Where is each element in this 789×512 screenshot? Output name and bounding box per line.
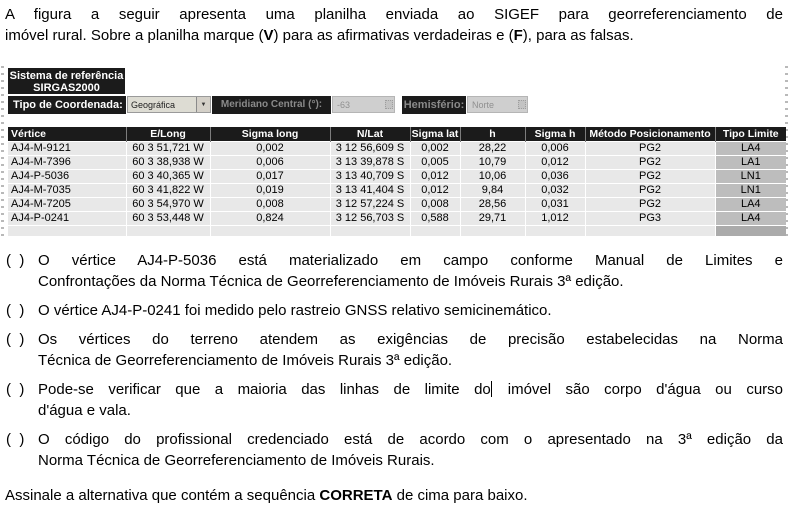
table-cell: AJ4-P-5036 (8, 170, 126, 184)
reference-system-box (8, 68, 125, 94)
table-cell: AJ4-M-7396 (8, 156, 126, 170)
table-cell: 60 3 41,822 W (126, 184, 210, 198)
col-header-vertice: Vértice (8, 127, 126, 142)
statement-line: Técnica de Georreferenciamento de Imóveis Rurais 3ª edição. (38, 352, 453, 369)
statement-row-5 (6, 429, 783, 471)
table-cell: 60 3 53,448 W (126, 212, 210, 226)
footer-bold: CORRETA (319, 487, 393, 504)
central-meridian-field (332, 96, 395, 113)
table-cell: 9,84 (460, 184, 525, 198)
table-cell: 3 12 56,609 S (330, 142, 410, 156)
table-cell: PG3 (585, 212, 715, 226)
coordinate-type-label: Tipo de Coordenada: (8, 96, 126, 114)
table-cell (410, 226, 460, 237)
table-cell: LA4 (715, 142, 786, 156)
table-cell: 3 13 40,709 S (330, 170, 410, 184)
spreadsheet-figure (0, 66, 789, 236)
table-cell: PG2 (585, 184, 715, 198)
central-meridian-label: Meridiano Central (°): (212, 96, 331, 114)
intro-text: A figura a seguir apresenta uma planilha enviada ao SIGEF para georreferenciamento de (5, 6, 783, 23)
disabled-spinner-icon (518, 100, 526, 109)
statement-text (36, 429, 783, 471)
table-cell: 0,002 (410, 142, 460, 156)
screenshot-left-edge (1, 66, 4, 236)
table-cell: LA1 (715, 156, 786, 170)
statement-row-2 (6, 300, 783, 321)
intro-text: ), para as falsas. (522, 27, 634, 44)
statements-list (6, 250, 783, 471)
question-footer (5, 485, 783, 506)
table-cell: 3 13 39,878 S (330, 156, 410, 170)
central-meridian-value: -63 (337, 99, 351, 110)
table-cell: 1,012 (525, 212, 585, 226)
table-row (8, 170, 786, 184)
table-cell: LN1 (715, 170, 786, 184)
table-cell: 0,017 (210, 170, 330, 184)
statement-text (36, 250, 783, 292)
table-cell: 0,824 (210, 212, 330, 226)
coordinate-type-value: Geográfica (131, 99, 176, 110)
col-header-elong: E/Long (126, 127, 210, 142)
reference-system-value: SIRGAS2000 (33, 82, 100, 94)
table-cell (330, 226, 410, 237)
col-header-sigma-lat: Sigma lat (411, 128, 459, 140)
statement-marker: ( ) (6, 381, 25, 398)
intro-line-1 (5, 4, 783, 25)
statement-marker: ( ) (6, 252, 25, 269)
hemisphere-label: Hemisfério: (402, 96, 466, 114)
reference-system-label: Sistema de referência (9, 70, 124, 82)
col-header-sigma-h: Sigma h (525, 127, 585, 142)
statement-line: O vértice AJ4-P-5036 está materializado em campo conforme Manual de Limites e (38, 252, 783, 269)
hemisphere-field (467, 96, 528, 113)
intro-line-2 (5, 25, 783, 46)
statement-line: O vértice AJ4-P-0241 foi medido pelo rastreio GNSS relativo semicinemático. (38, 302, 552, 319)
statement-text (36, 329, 783, 371)
table-cell: AJ4-M-9121 (8, 142, 126, 156)
table-row (8, 198, 786, 212)
table-cell: 0,036 (525, 170, 585, 184)
table-cell: PG2 (585, 156, 715, 170)
hemisphere-value: Norte (472, 99, 495, 110)
intro-text: ) para as afirmativas verdadeiras e ( (273, 27, 514, 44)
statement-row-3 (6, 329, 783, 371)
statement-text-segment: imóvel são corpo d'água ou curso (493, 381, 784, 398)
statement-row-1 (6, 250, 783, 292)
intro-text: imóvel rural. Sobre a planilha marque ( (5, 27, 264, 44)
vertices-table (8, 127, 786, 236)
table-cell: 28,56 (460, 198, 525, 212)
table-cell: AJ4-P-0241 (8, 212, 126, 226)
table-cell: 0,005 (410, 156, 460, 170)
question-page (0, 4, 789, 512)
bold-f: F (513, 27, 523, 44)
statement-text (36, 379, 783, 421)
table-cell: PG2 (585, 170, 715, 184)
table-cell: AJ4-M-7035 (8, 184, 126, 198)
table-cell: PG2 (585, 142, 715, 156)
table-cell: 0,008 (210, 198, 330, 212)
table-cell (460, 226, 525, 237)
table-cell: LA4 (715, 212, 786, 226)
table-header-row (8, 127, 786, 142)
statement-line: Confrontações da Norma Técnica de Georreferenciamento de Imóveis Rurais 3ª edição. (38, 273, 624, 290)
table-cell (715, 226, 786, 237)
table-cell: LA4 (715, 198, 786, 212)
table-cell: 60 3 40,365 W (126, 170, 210, 184)
table-cell: 0,008 (410, 198, 460, 212)
statement-text-segment: Pode-se verificar que a maioria das linhas de limite do (38, 381, 491, 398)
coordinate-type-dropdown[interactable] (127, 96, 211, 113)
col-header-tipo-limite: Tipo Limite (715, 127, 786, 142)
disabled-spinner-icon (385, 100, 393, 109)
statement-text (36, 300, 783, 321)
statement-line: Os vértices do terreno atendem as exigências de precisão estabelecidas na Norma (38, 331, 783, 348)
footer-text: Assinale a alternativa que contém a sequência (5, 487, 320, 504)
table-row (8, 156, 786, 170)
table-cell: 10,79 (460, 156, 525, 170)
question-intro (5, 4, 783, 46)
statement-line (38, 379, 783, 400)
table-cell (585, 226, 715, 237)
table-cell: 3 12 57,224 S (330, 198, 410, 212)
table-cell (525, 226, 585, 237)
statement-marker: ( ) (6, 431, 25, 448)
statement-marker: ( ) (6, 302, 25, 319)
table-cell: 29,71 (460, 212, 525, 226)
table-cell: 0,012 (525, 156, 585, 170)
table-cell: 0,006 (525, 142, 585, 156)
table-row (8, 142, 786, 156)
statement-line: Norma Técnica de Georreferenciamento de Imóveis Rurais. (38, 452, 435, 469)
table-cell: 0,588 (410, 212, 460, 226)
table-cell: 60 3 38,938 W (126, 156, 210, 170)
table-cell: 0,006 (210, 156, 330, 170)
statement-line: O código do profissional credenciado está de acordo com o apresentado na 3ª edição da (38, 431, 783, 448)
table-empty-row (8, 226, 786, 237)
table-cell (126, 226, 210, 237)
dropdown-arrow-icon[interactable]: ▼ (196, 97, 210, 112)
table-cell (8, 226, 126, 237)
table-cell: 0,019 (210, 184, 330, 198)
table-cell: 0,002 (210, 142, 330, 156)
col-header-h: h (460, 127, 525, 142)
table-cell: 60 3 51,721 W (126, 142, 210, 156)
table-row (8, 184, 786, 198)
statement-marker: ( ) (6, 331, 25, 348)
table-row (8, 212, 786, 226)
col-header-nlat: N/Lat (330, 127, 410, 142)
table-cell: 0,012 (410, 184, 460, 198)
bold-v: V (263, 27, 274, 44)
table-cell: 3 13 41,404 S (330, 184, 410, 198)
statement-row-4 (6, 379, 783, 421)
table-cell: LN1 (715, 184, 786, 198)
table-cell: 28,22 (460, 142, 525, 156)
table-cell: AJ4-M-7205 (8, 198, 126, 212)
footer-text: de cima para baixo. (392, 487, 528, 504)
table-cell: 0,031 (525, 198, 585, 212)
table-cell: 3 12 56,703 S (330, 212, 410, 226)
statement-line: d'água e vala. (38, 402, 131, 419)
table-cell: PG2 (585, 198, 715, 212)
table-cell: 60 3 54,970 W (126, 198, 210, 212)
table-cell: 10,06 (460, 170, 525, 184)
col-header-metodo: Método Posicionamento (585, 127, 715, 142)
table-cell: 0,012 (410, 170, 460, 184)
table-cell: 0,032 (525, 184, 585, 198)
col-header-sigma-long: Sigma long (210, 127, 330, 142)
table-cell (210, 226, 330, 237)
